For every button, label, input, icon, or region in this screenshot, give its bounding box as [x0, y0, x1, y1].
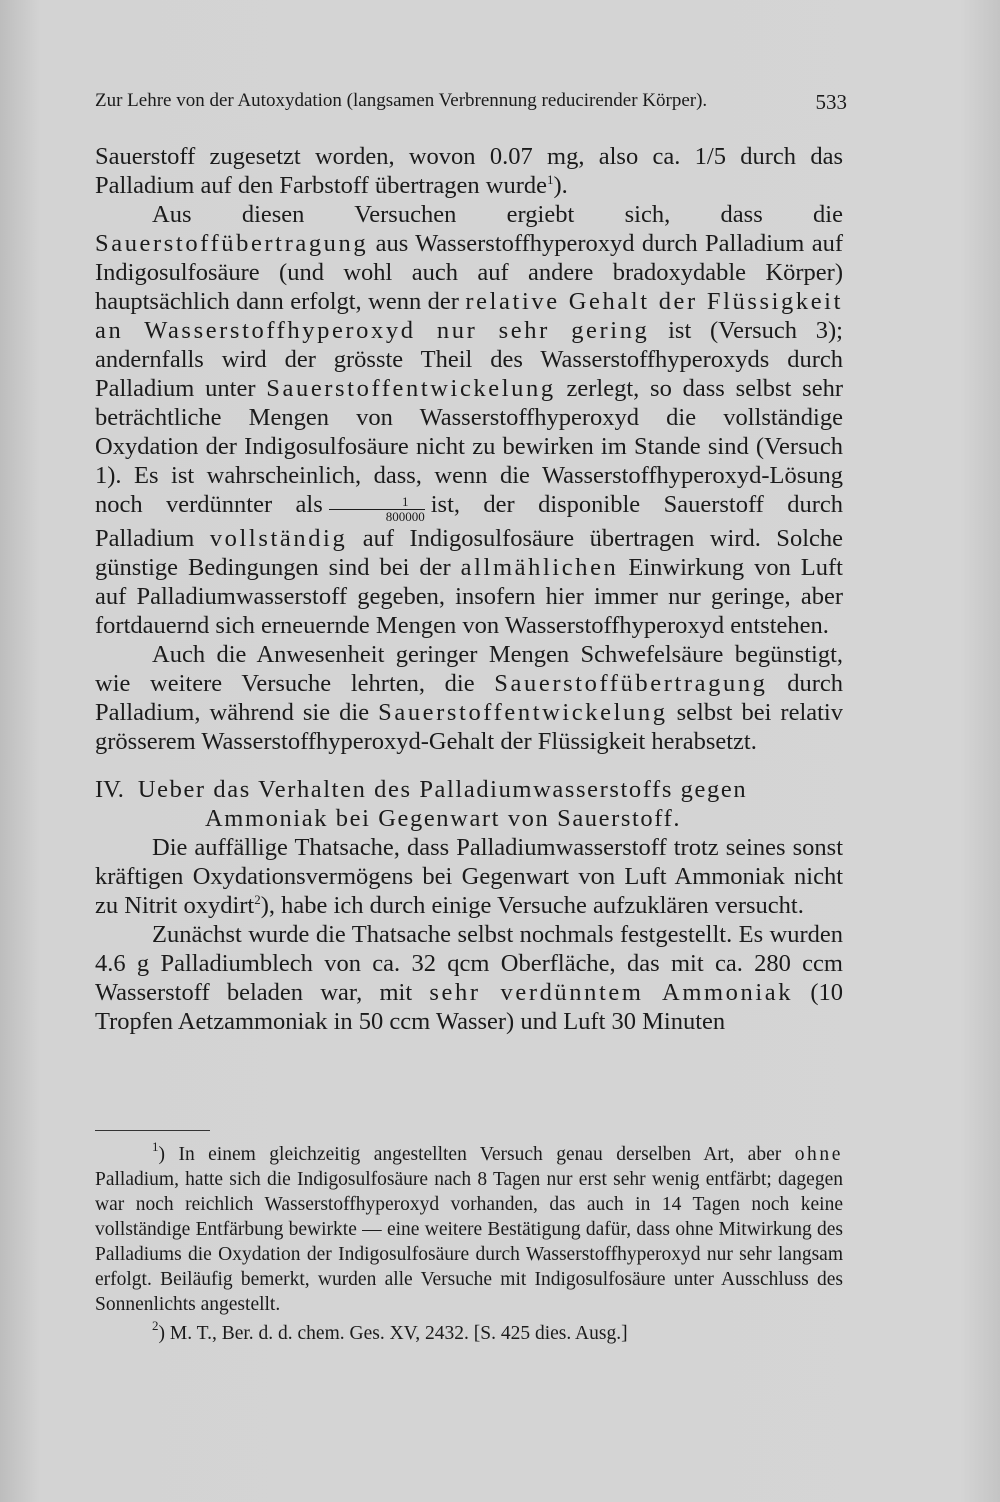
fraction-denominator: 800000	[385, 509, 425, 524]
spaced-emphasis: relative Gehalt der Flüssigkeit an Wasserstoffhyperoxyd nur sehr gering	[95, 288, 843, 344]
section-title-line-2: Ammoniak bei Gegenwart von Sauerstoff.	[205, 805, 682, 832]
paragraph-1: Sauerstoff zugesetzt worden, wovon 0.07 mg, also ca. 1/5 durch das Palladium auf den Farbstoff übertragen wurde$^1$).	[95, 143, 843, 199]
footnote-1-mark: 1	[152, 1139, 159, 1154]
spaced-emphasis: Sauerstoffübertragung	[95, 230, 369, 257]
main-text	[95, 142, 843, 1036]
footnotes	[95, 1139, 843, 1346]
footnote-2-mark: 2	[152, 1318, 159, 1333]
footnote-marker-2: 2	[254, 892, 261, 907]
paragraph-2: Aus diesen Versuchen ergiebt sich, dass die Sauerstoffübertragung aus Wasserstoffhyperoxyd durch Palladium auf Indigosulfosäure (und wohl auch auf andere bradoxydable Körper) hauptsächlich dann erfolgt, wenn der relative Gehalt der Flüssigkeit an Wasserstoffhyperoxyd nur sehr gering ist (Versuch 3); andernfalls wird der grösste Theil des Wasserstoffhyperoxyds durch Palladium unter Sauerstoffentwickelung zerlegt, so dass selbst sehr beträchtliche Mengen von Wasserstoffhyperoxyd die vollständige Oxydation der Indigosulfosäure nicht zu bewirken im Stande sind (Versuch 1). Es ist wahrscheinlich, dass, wenn die Wasserstoffhyperoxyd-Lösung noch verdünnter als $\frac{1}{800000}$ ist, der disponible Sauerstoff durch Palladium vollständig auf Indigosulfosäure übertragen wird. Solche günstige Bedingungen sind bei der allmählichen Einwirkung von Luft auf Palladiumwasserstoff gegeben, insofern hier immer nur geringe, aber fortdauernd sich erneuernde Mengen von Wasserstoffhyperoxyd entstehen.	[95, 201, 843, 639]
spaced-emphasis: Sauerstoffentwickelung	[378, 699, 668, 726]
footnote-marker-1: 1	[546, 172, 554, 187]
running-header	[95, 90, 847, 112]
paragraph-4: Die auffällige Thatsache, dass Palladiumwasserstoff trotz seines sonst kräftigen Oxydationsvermögens bei Gegenwart von Luft Ammoniak nicht zu Nitrit oxydirt$^2$), habe ich durch einige Versuche aufzuklären versucht.	[95, 834, 843, 919]
paragraph-3: Auch die Anwesenheit geringer Mengen Schwefelsäure begünstigt, wie weitere Versuche lehrten, die Sauerstoffübertragung durch Palladium, während sie die Sauerstoffentwickelung selbst bei relativ grösserem Wasserstoffhyperoxyd-Gehalt der Flüssigkeit herabsetzt.	[95, 641, 843, 755]
footnote-1: $^1$) In einem gleichzeitig angestellten Versuch genau derselben Art, aber ohne Palladium, hatte sich die Indigosulfosäure nach 8 Tagen nur erst sehr wenig entfärbt; dagegen war noch reichlich Wasserstoffhyperoxyd vorhanden, das auch in 14 Tagen noch keine vollständige Entfärbung bewirkte — eine weitere Bestätigung dafür, dass ohne Mitwirkung des Palladiums die Oxydation der Indigosulfosäure durch Wasserstoffhyperoxyd nur sehr langsam erfolgt. Beiläufig bemerkt, wurden alle Versuche mit Indigosulfosäure unter Ausschluss des Sonnenlichts angestellt.	[95, 1139, 843, 1315]
spaced-emphasis: allmählichen	[460, 554, 619, 581]
spaced-emphasis: vollständig	[209, 525, 348, 552]
section-title-line-1: Ueber das Verhalten des Palladiumwasserstoffs gegen	[137, 776, 748, 803]
spaced-emphasis: Sauerstoffentwickelung	[266, 375, 556, 402]
section-number: IV.	[95, 776, 124, 803]
paragraph-5: Zunächst wurde die Thatsache selbst nochmals festgestellt. Es wurden 4.6 g Palladiumblech von ca. 32 qcm Oberfläche, das mit ca. 280 ccm Wasserstoff beladen war, mit sehr verdünntem Ammoniak (10 Tropfen Aetzammoniak in 50 ccm Wasser) und Luft 30 Minuten	[95, 921, 844, 1035]
spaced-emphasis: Sauerstoffübertragung	[494, 670, 768, 697]
footnote-rule	[95, 1130, 210, 1131]
running-title: Zur Lehre von der Autoxydation (langsamen Verbrennung reducirender Körper).	[95, 90, 708, 111]
fraction-numerator: 1	[329, 495, 425, 510]
section-heading	[95, 775, 843, 833]
page-number: 533	[815, 90, 847, 114]
inline-fraction: 1/5	[694, 143, 726, 170]
fraction	[329, 495, 425, 524]
footnote-2: $^2$) M. T., Ber. d. d. chem. Ges. XV, 2432. [S. 425 dies. Ausg.]	[152, 1318, 628, 1344]
spaced-emphasis: sehr verdünntem Ammoniak	[429, 979, 794, 1006]
spaced-emphasis: ohne	[794, 1144, 843, 1165]
